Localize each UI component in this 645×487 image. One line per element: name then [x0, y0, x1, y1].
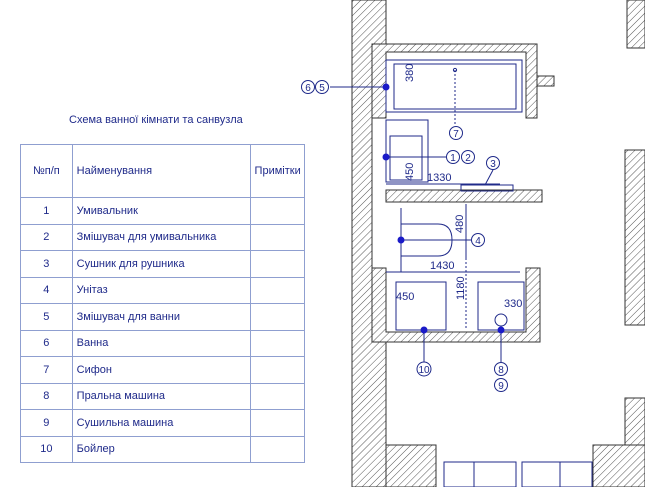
callout-8: 8 — [498, 365, 504, 376]
row-number: 3 — [21, 251, 73, 278]
row-name: Умивальник — [72, 198, 251, 225]
row-number: 1 — [21, 198, 73, 225]
dim-bath-width: 380 — [404, 63, 416, 82]
bottom-wall-block — [593, 445, 645, 487]
dot-bath-mixer — [383, 84, 390, 91]
row-number: 2 — [21, 224, 73, 251]
wall-stub — [537, 76, 554, 86]
row-name: Пральна машина — [72, 383, 251, 410]
dim-sink-width: 450 — [404, 162, 416, 181]
callout-1: 1 — [450, 153, 456, 164]
dot-sink — [383, 154, 390, 161]
row-name: Бойлер — [72, 436, 251, 463]
callout-5: 5 — [319, 83, 325, 94]
dot-machine — [498, 327, 505, 334]
walls — [352, 0, 645, 487]
dot-toilet — [398, 237, 405, 244]
row-number: 10 — [21, 436, 73, 463]
callout-7: 7 — [453, 129, 459, 140]
row-number: 4 — [21, 277, 73, 304]
far-right-wall-mid — [625, 150, 645, 325]
dim-toilet-depth: 480 — [454, 214, 466, 233]
boiler — [396, 282, 446, 330]
towel-dryer-leader — [485, 170, 493, 185]
row-number: 5 — [21, 304, 73, 331]
machine-drum — [495, 314, 507, 326]
row-name: Сифон — [72, 357, 251, 384]
row-name: Сушильна машина — [72, 410, 251, 437]
dim-niche-depth: 1180 — [455, 276, 467, 300]
middle-partition — [386, 190, 542, 202]
callout-9: 9 — [498, 381, 504, 392]
row-name: Змішувач для ванни — [72, 304, 251, 331]
dim-room-length-top: 1330 — [427, 172, 452, 184]
header-name: Найменування — [72, 145, 251, 198]
row-name: Унітаз — [72, 277, 251, 304]
far-right-wall-top — [627, 0, 645, 48]
callout-labels — [305, 83, 504, 392]
callout-3: 3 — [490, 159, 496, 170]
row-name: Ванна — [72, 330, 251, 357]
door-frame-right — [522, 462, 592, 487]
dim-room-length-bottom: 1430 — [430, 260, 455, 272]
row-number: 7 — [21, 357, 73, 384]
callout-2: 2 — [465, 153, 471, 164]
callout-6: 6 — [305, 83, 311, 94]
dimension-labels — [396, 64, 522, 310]
door-frame-left — [444, 462, 516, 487]
schema-title: Схема ванної кімнати та санвузла — [69, 114, 243, 126]
header-notes: Примітки — [251, 145, 305, 198]
dot-boiler — [421, 327, 428, 334]
row-name: Змішувач для умивальника — [72, 224, 251, 251]
dim-boiler-width: 450 — [396, 291, 415, 303]
row-name: Сушник для рушника — [72, 251, 251, 278]
dim-machine-width: 330 — [504, 298, 523, 310]
row-number: 6 — [21, 330, 73, 357]
callout-10: 10 — [418, 365, 430, 376]
bottom-wall-left — [386, 445, 436, 487]
header-number: №п/п — [21, 145, 73, 198]
row-number: 9 — [21, 410, 73, 437]
row-number: 8 — [21, 383, 73, 410]
callout-4: 4 — [475, 236, 481, 247]
